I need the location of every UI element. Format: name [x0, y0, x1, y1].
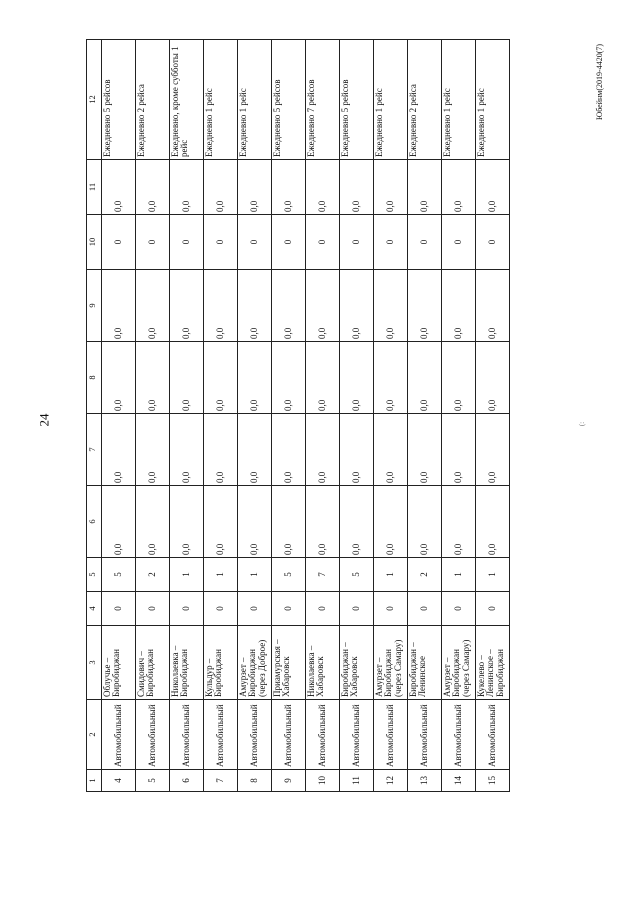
row-number: 15	[476, 770, 510, 792]
cell-col11: 0,0	[170, 160, 204, 215]
cell-col6: 0,0	[272, 486, 306, 558]
cell-col7: 0,0	[272, 414, 306, 486]
transport-type: Автомобильный	[272, 700, 306, 770]
table-row	[442, 40, 476, 792]
schedule: Ежедневно 1 рейс	[238, 40, 272, 160]
page-number: 24	[36, 413, 52, 427]
cell-col11: 0,0	[102, 160, 136, 215]
cell-col10: 0	[306, 215, 340, 270]
table-row	[476, 40, 510, 792]
route-name: Николаевка – Биробиджан	[170, 626, 204, 700]
cell-col4: 0	[306, 592, 340, 626]
cell-col7: 0,0	[102, 414, 136, 486]
trips-count: 1	[204, 558, 238, 592]
schedule: Ежедневно 1 рейс	[476, 40, 510, 160]
cell-col10: 0	[204, 215, 238, 270]
row-number: 11	[340, 770, 374, 792]
cell-col9: 0,0	[204, 270, 238, 342]
table-row	[272, 40, 306, 792]
cell-col8: 0,0	[170, 342, 204, 414]
cell-col11: 0,0	[306, 160, 340, 215]
transport-type: Автомобильный	[136, 700, 170, 770]
cell-col8: 0,0	[374, 342, 408, 414]
schedule: Ежедневно, кроме субботы 1 рейс	[170, 40, 204, 160]
table-row	[374, 40, 408, 792]
cell-col11: 0,0	[238, 160, 272, 215]
cell-col4: 0	[340, 592, 374, 626]
trips-count: 1	[476, 558, 510, 592]
column-header-5: 5	[87, 558, 102, 592]
cell-col7: 0,0	[306, 414, 340, 486]
row-number: 14	[442, 770, 476, 792]
cell-col8: 0,0	[238, 342, 272, 414]
cell-col9: 0,0	[272, 270, 306, 342]
row-number: 6	[170, 770, 204, 792]
table-row	[136, 40, 170, 792]
cell-col8: 0,0	[102, 342, 136, 414]
schedule: Ежедневно 7 рейсов	[306, 40, 340, 160]
cell-col6: 0,0	[102, 486, 136, 558]
table-row	[408, 40, 442, 792]
cell-col10: 0	[136, 215, 170, 270]
cell-col4: 0	[102, 592, 136, 626]
routes-table	[86, 39, 510, 792]
cell-col6: 0,0	[476, 486, 510, 558]
transport-type: Автомобильный	[442, 700, 476, 770]
column-header-10: 10	[87, 215, 102, 270]
cell-col9: 0,0	[442, 270, 476, 342]
cell-col6: 0,0	[204, 486, 238, 558]
route-name: Приамурская – Хабаровск	[272, 626, 306, 700]
transport-type: Автомобильный	[408, 700, 442, 770]
row-number: 7	[204, 770, 238, 792]
cell-col7: 0,0	[374, 414, 408, 486]
cell-col10: 0	[272, 215, 306, 270]
cell-col11: 0,0	[204, 160, 238, 215]
trips-count: 1	[442, 558, 476, 592]
cell-col4: 0	[442, 592, 476, 626]
cell-col7: 0,0	[340, 414, 374, 486]
row-number: 9	[272, 770, 306, 792]
cell-col6: 0,0	[306, 486, 340, 558]
cell-col4: 0	[476, 592, 510, 626]
schedule: Ежедневно 1 рейс	[442, 40, 476, 160]
cell-col11: 0,0	[374, 160, 408, 215]
route-name: Николаевка – Хабаровск	[306, 626, 340, 700]
route-name: Смидович – Биробиджан	[136, 626, 170, 700]
cell-col10: 0	[102, 215, 136, 270]
trips-count: 1	[170, 558, 204, 592]
cell-col8: 0,0	[272, 342, 306, 414]
table-row	[170, 40, 204, 792]
trips-count: 5	[102, 558, 136, 592]
cell-col9: 0,0	[102, 270, 136, 342]
cell-col6: 0,0	[136, 486, 170, 558]
table-body	[102, 40, 510, 792]
cell-col9: 0,0	[170, 270, 204, 342]
schedule: Ежедневно 5 рейсов	[340, 40, 374, 160]
cell-col6: 0,0	[408, 486, 442, 558]
column-header-3: 3	[87, 626, 102, 700]
cell-col8: 0,0	[204, 342, 238, 414]
cell-col10: 0	[238, 215, 272, 270]
column-header-1: 1	[87, 770, 102, 792]
cell-col7: 0,0	[204, 414, 238, 486]
cell-col8: 0,0	[476, 342, 510, 414]
transport-type: Автомобильный	[476, 700, 510, 770]
row-number: 8	[238, 770, 272, 792]
cell-col4: 0	[374, 592, 408, 626]
schedule: Ежедневно 2 рейса	[408, 40, 442, 160]
column-header-12: 12	[87, 40, 102, 160]
cell-col9: 0,0	[408, 270, 442, 342]
cell-col8: 0,0	[136, 342, 170, 414]
trips-count: 5	[340, 558, 374, 592]
cell-col6: 0,0	[374, 486, 408, 558]
cell-col11: 0,0	[340, 160, 374, 215]
trips-count: 7	[306, 558, 340, 592]
cell-col11: 0,0	[442, 160, 476, 215]
column-header-6: 6	[87, 486, 102, 558]
schedule: Ежедневно 5 рейсов	[272, 40, 306, 160]
cell-col9: 0,0	[476, 270, 510, 342]
table-row	[306, 40, 340, 792]
column-header-9: 9	[87, 270, 102, 342]
table-row	[102, 40, 136, 792]
row-number: 4	[102, 770, 136, 792]
routes-table-container	[86, 40, 510, 792]
cell-col7: 0,0	[136, 414, 170, 486]
cell-col9: 0,0	[340, 270, 374, 342]
column-header-2: 2	[87, 700, 102, 770]
table-row	[238, 40, 272, 792]
cell-col6: 0,0	[238, 486, 272, 558]
cell-col7: 0,0	[476, 414, 510, 486]
cell-col11: 0,0	[476, 160, 510, 215]
cell-col9: 0,0	[136, 270, 170, 342]
table-row	[340, 40, 374, 792]
transport-type: Автомобильный	[340, 700, 374, 770]
transport-type: Автомобильный	[204, 700, 238, 770]
route-name: Амурзет – Биробиджан (через Самару)	[374, 626, 408, 700]
cell-col9: 0,0	[306, 270, 340, 342]
cell-col11: 0,0	[136, 160, 170, 215]
row-number: 10	[306, 770, 340, 792]
header-row	[87, 40, 102, 792]
cell-col10: 0	[442, 215, 476, 270]
trips-count: 2	[136, 558, 170, 592]
cell-col9: 0,0	[238, 270, 272, 342]
schedule: Ежедневно 1 рейс	[374, 40, 408, 160]
cell-col10: 0	[170, 215, 204, 270]
cell-col7: 0,0	[238, 414, 272, 486]
cell-col4: 0	[272, 592, 306, 626]
cell-col4: 0	[170, 592, 204, 626]
cell-col6: 0,0	[340, 486, 374, 558]
cell-col7: 0,0	[442, 414, 476, 486]
cell-col10: 0	[340, 215, 374, 270]
transport-type: Автомобильный	[374, 700, 408, 770]
cell-col6: 0,0	[170, 486, 204, 558]
route-name: Биробиджан – Ленинское	[408, 626, 442, 700]
column-header-7: 7	[87, 414, 102, 486]
cell-col9: 0,0	[374, 270, 408, 342]
cell-col4: 0	[204, 592, 238, 626]
route-name: Кукелево – Ленинское – Биробиджан	[476, 626, 510, 700]
route-name: Кульдур – Биробиджан	[204, 626, 238, 700]
table-row	[204, 40, 238, 792]
cell-col4: 0	[408, 592, 442, 626]
cell-col8: 0,0	[408, 342, 442, 414]
route-name: Амурзет – Биробиджан (через Самару)	[442, 626, 476, 700]
document-id: Юбейнм(2019-4420(7)	[595, 43, 604, 120]
schedule: Ежедневно 2 рейса	[136, 40, 170, 160]
trips-count: 2	[408, 558, 442, 592]
column-header-8: 8	[87, 342, 102, 414]
transport-type: Автомобильный	[306, 700, 340, 770]
schedule: Ежедневно 1 рейс	[204, 40, 238, 160]
cell-col10: 0	[476, 215, 510, 270]
cell-col6: 0,0	[442, 486, 476, 558]
route-name: Биробиджан – Хабаровск	[340, 626, 374, 700]
row-number: 5	[136, 770, 170, 792]
transport-type: Автомобильный	[170, 700, 204, 770]
cell-col7: 0,0	[408, 414, 442, 486]
column-header-11: 11	[87, 160, 102, 215]
column-header-4: 4	[87, 592, 102, 626]
trips-count: 1	[238, 558, 272, 592]
row-number: 13	[408, 770, 442, 792]
cell-col7: 0,0	[170, 414, 204, 486]
cell-col8: 0,0	[340, 342, 374, 414]
cell-col8: 0,0	[306, 342, 340, 414]
cell-col8: 0,0	[442, 342, 476, 414]
schedule: Ежедневно 5 рейсов	[102, 40, 136, 160]
route-name: Амурзет – Биробиджан (через Доброе)	[238, 626, 272, 700]
row-number: 12	[374, 770, 408, 792]
trips-count: 1	[374, 558, 408, 592]
cell-col4: 0	[238, 592, 272, 626]
cell-col10: 0	[374, 215, 408, 270]
cell-col11: 0,0	[272, 160, 306, 215]
margin-mark: (:	[578, 421, 587, 427]
route-name: Облучье – Биробиджан	[102, 626, 136, 700]
cell-col4: 0	[136, 592, 170, 626]
transport-type: Автомобильный	[238, 700, 272, 770]
transport-type: Автомобильный	[102, 700, 136, 770]
cell-col11: 0,0	[408, 160, 442, 215]
trips-count: 5	[272, 558, 306, 592]
cell-col10: 0	[408, 215, 442, 270]
